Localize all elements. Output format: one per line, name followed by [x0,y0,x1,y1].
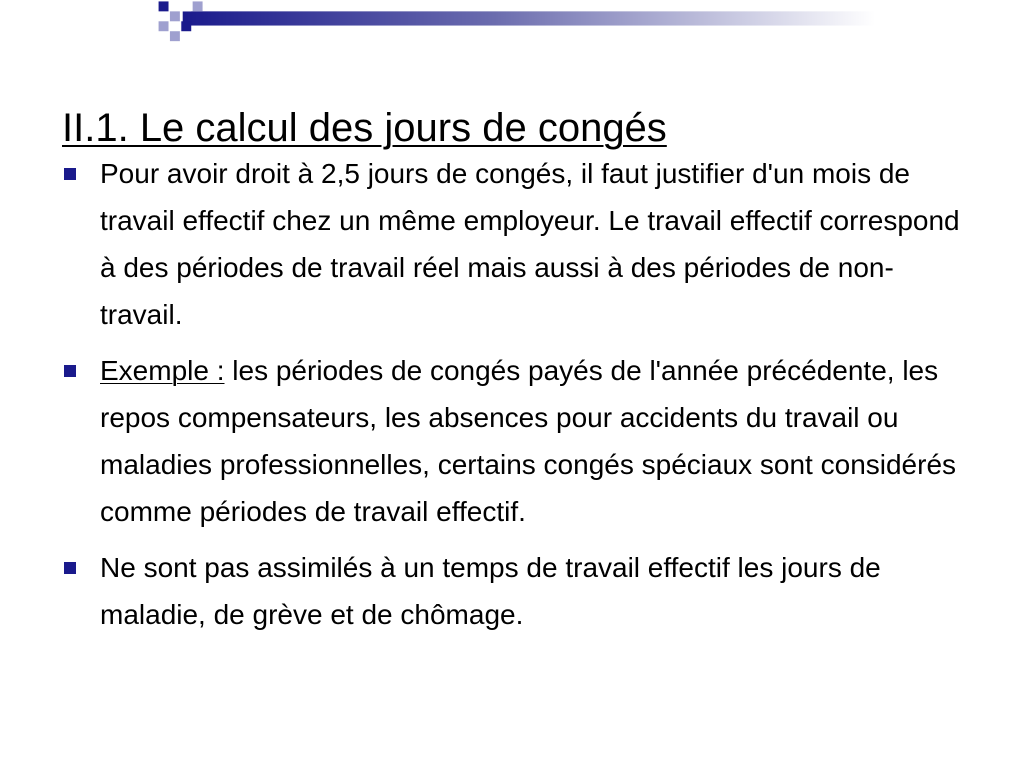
bullet-text: Ne sont pas assimilés à un temps de travail effectif les jours de maladie, de grève et de chômage. [100,552,881,630]
square-bullet-icon [64,365,76,377]
decor-square-2 [170,11,180,21]
bullet-item [62,150,972,338]
square-bullet-icon [64,168,76,180]
bullet-item [62,347,972,535]
square-bullet-icon [64,562,76,574]
decor-square-4 [193,1,203,11]
header-gradient-bar [183,11,876,25]
bullet-text: les périodes de congés payés de l'année précédente, les repos compensateurs, les absences pour accidents du travail ou maladies professionnelles, certains congés spéciaux sont considérés comme périodes de travail effectif. [100,355,957,527]
decor-square-5 [159,21,169,31]
decor-square-7 [181,21,191,31]
decor-square-6 [170,31,180,41]
example-label: Exemple : [100,355,225,386]
bullet-text: Pour avoir droit à 2,5 jours de congés, il faut justifier d'un mois de travail effectif chez un même employeur. Le travail effectif correspond à des périodes de travail réel mais aussi à des périodes de non-travail. [100,158,960,330]
bullet-list [62,150,972,647]
bullet-item [62,544,972,638]
decor-square-3 [181,1,191,11]
decor-square-1 [159,1,169,11]
slide-title: II.1. Le calcul des jours de congés [62,106,667,150]
header-decoration [0,0,1024,44]
